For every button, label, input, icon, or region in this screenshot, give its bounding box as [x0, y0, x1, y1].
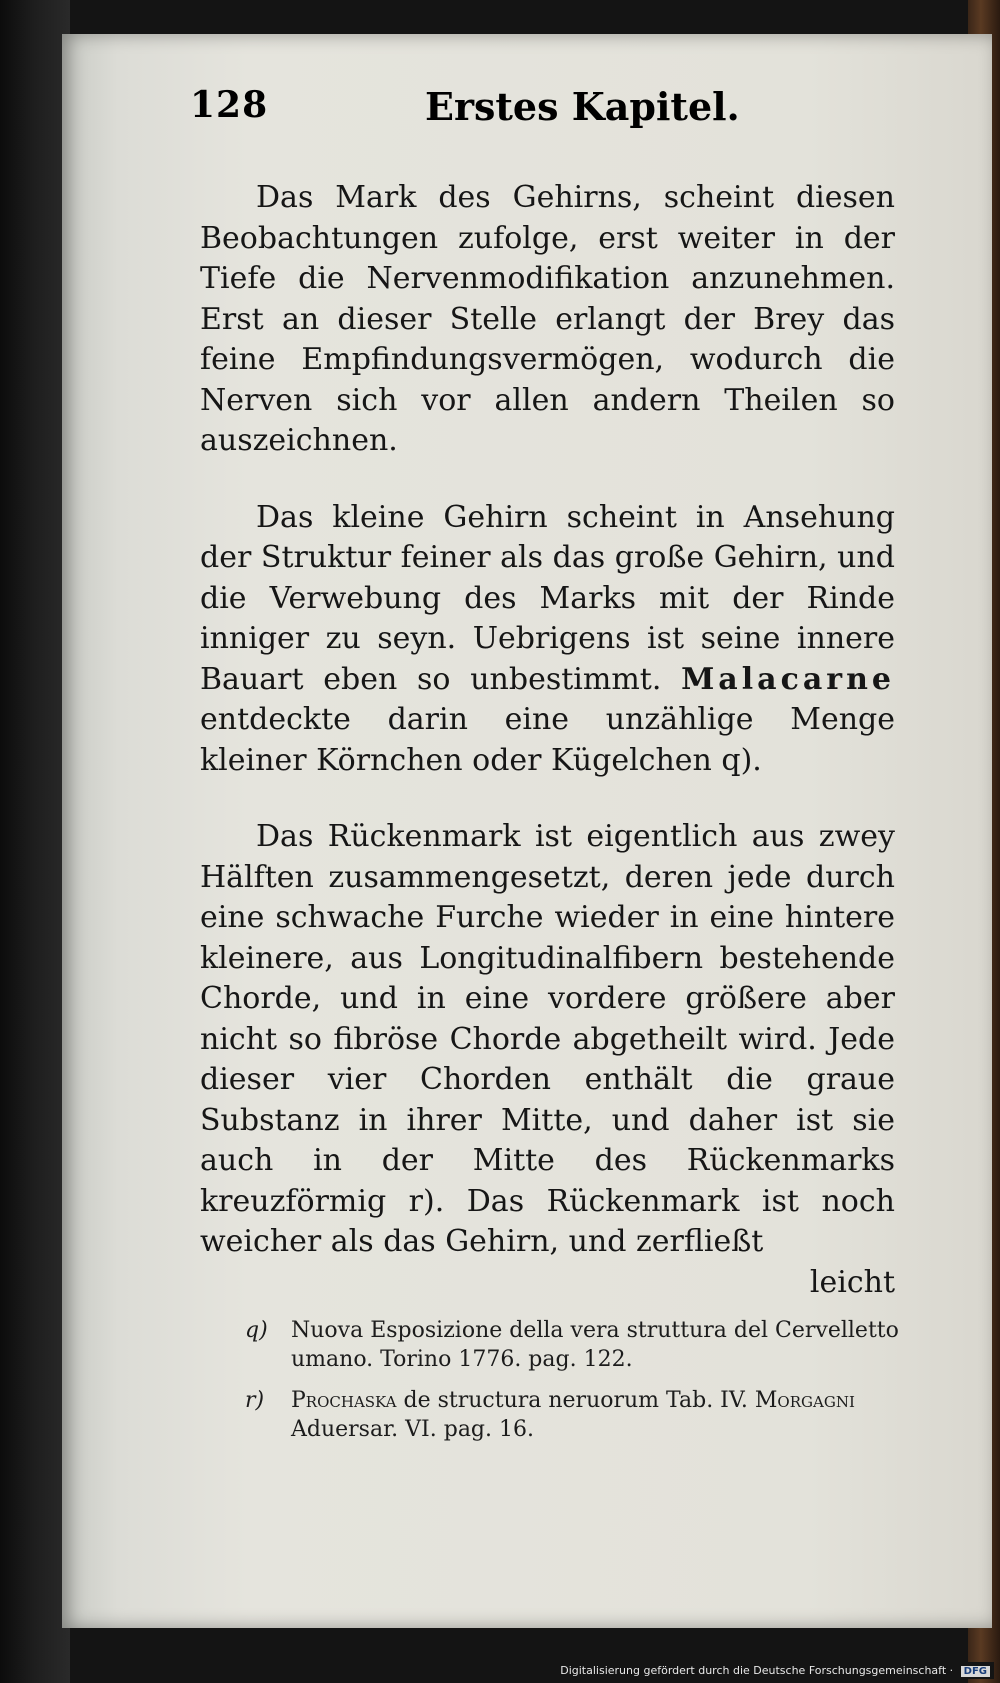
- footnote-text: Nuova Esposizione della vera struttura del Cervelletto umano. Torino 1776. pag. 122.: [291, 1318, 899, 1372]
- paragraph-2: [200, 498, 895, 782]
- footnote-text: Aduersar. VI. pag. 16.: [291, 1417, 534, 1442]
- paragraph-1-line: an dieser Stelle erlangt der Brey das feine: [200, 301, 895, 377]
- paragraph-3: [200, 817, 895, 1263]
- footnote-r: [245, 1386, 905, 1444]
- body-text: [200, 178, 895, 1303]
- book-spine-shadow: [0, 0, 70, 1683]
- page-number: 128: [190, 84, 269, 126]
- paragraph-1: [200, 178, 895, 462]
- footnote-text: de structura neruorum Tab. IV.: [403, 1388, 748, 1413]
- paragraph-2-text: Das kleine Gehirn scheint in Ansehung der Struktur feiner als das große Gehirn, und die Verwebung des Marks mit der Rinde inniger zu seyn. Uebrigens ist seine innere Bauart eben so unbestimmt.: [200, 499, 895, 697]
- paragraph-1-line: Empfindungsvermögen, wodurch die Nerven: [200, 342, 895, 418]
- footnote-q: [245, 1316, 905, 1374]
- dfg-logo: DFG: [961, 1666, 990, 1677]
- digitization-credit: [556, 1662, 994, 1679]
- footnotes: [245, 1316, 905, 1456]
- paragraph-2-text-cont: entdeckte darin eine unzählige Menge kleiner Körnchen oder Kügelchen q).: [200, 702, 895, 778]
- paragraph-1-line: sich vor allen andern Theilen so auszeichnen.: [200, 382, 895, 458]
- credit-text: Digitalisierung gefördert durch die Deutsche Forschungsgemeinschaft ·: [560, 1664, 954, 1677]
- author-name-malacarne: Malacarne: [681, 661, 895, 697]
- footnote-author: Prochaska: [291, 1388, 397, 1413]
- running-title: Erstes Kapitel.: [425, 84, 740, 129]
- paragraph-3-text: Das Rückenmark ist eigentlich aus zwey Hälften zusammengesetzt, deren jede durch eine schwache Furche wieder in eine hintere kleinere, aus Longitudinalfibern bestehende Chorde, und in eine vordere größere aber nicht so fibröse Chorde abgetheilt wird. Jede dieser vier Chorden enthält die graue Substanz in ihrer Mitte, und daher ist sie auch in der Mitte des Rückenmarks kreuzförmig r). Das Rückenmark ist noch weicher als das Gehirn, und zerfließt: [200, 819, 895, 1259]
- footnote-mark: r): [245, 1388, 265, 1413]
- footnote-author: Morgagni: [754, 1388, 855, 1413]
- paragraph-1-line: Das Mark des Gehirns, scheint diesen: [256, 180, 895, 215]
- catchword: leicht: [809, 1264, 895, 1300]
- paragraph-1-line: Beobachtungen zufolge, erst weiter in der Tiefe: [200, 220, 895, 296]
- paragraph-1-line: die Nervenmodifikation anzunehmen. Erst: [200, 261, 895, 337]
- page-header: [190, 84, 890, 144]
- footnote-mark: q): [245, 1318, 268, 1343]
